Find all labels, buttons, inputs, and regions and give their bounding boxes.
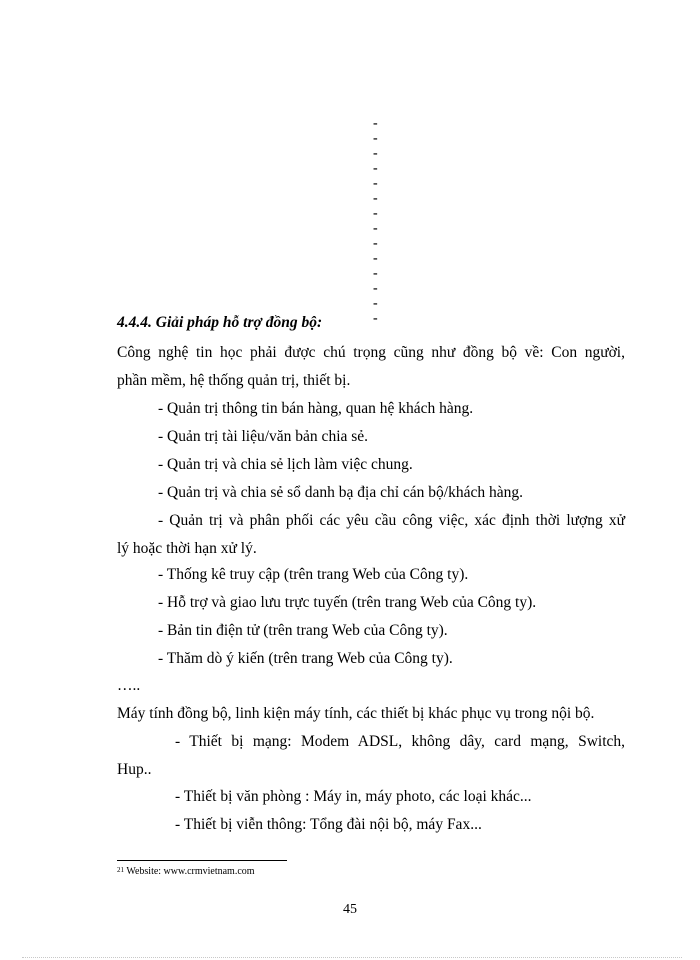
footnote-number: 21 (117, 866, 124, 874)
hardware-item-continuation: Hup.. (117, 761, 152, 778)
list-item: - Quản trị và phân phối các yêu cầu công việc, xác định thời lượng xử (158, 512, 625, 529)
section-heading: 4.4.4. Giải pháp hỗ trợ đồng bộ: (117, 314, 323, 331)
list-item: - Thăm dò ý kiến (trên trang Web của Công ty). (158, 650, 453, 667)
page-boundary (22, 957, 682, 958)
dash-mark: - (373, 236, 378, 251)
hardware-item: - Thiết bị viễn thông: Tổng đài nội bộ, máy Fax... (175, 816, 482, 833)
footnote (117, 866, 255, 877)
list-item: - Hỗ trợ và giao lưu trực tuyến (trên trang Web của Công ty). (158, 594, 537, 611)
dash-mark: - (373, 296, 378, 311)
hardware-item: - Thiết bị mạng: Modem ADSL, không dây, card mạng, Switch, (175, 733, 625, 750)
dash-mark: - (373, 161, 378, 176)
dash-mark: - (373, 221, 378, 236)
ellipsis: ….. (117, 677, 141, 694)
intro-paragraph-line-2: phần mềm, hệ thống quản trị, thiết bị. (117, 372, 351, 389)
list-item: - Quản trị thông tin bán hàng, quan hệ khách hàng. (158, 400, 474, 417)
hardware-paragraph: Máy tính đồng bộ, linh kiện máy tính, các thiết bị khác phục vụ trong nội bộ. (117, 705, 595, 722)
dash-marks-column (373, 116, 379, 326)
footnote-text: Website: www.crmvietnam.com (124, 866, 255, 877)
list-item-continuation: lý hoặc thời hạn xử lý. (117, 540, 257, 557)
list-item: - Quản trị và chia sẻ lịch làm việc chung. (158, 456, 413, 473)
dash-mark: - (373, 146, 378, 161)
footnote-separator (117, 860, 287, 861)
list-item: - Bản tin điện tử (trên trang Web của Công ty). (158, 622, 448, 639)
page-number: 45 (343, 902, 357, 917)
dash-mark: - (373, 251, 378, 266)
dash-mark: - (373, 116, 378, 131)
hardware-item: - Thiết bị văn phòng : Máy in, máy photo, các loại khác... (175, 788, 532, 805)
dash-mark: - (373, 266, 378, 281)
dash-mark: - (373, 311, 378, 326)
dash-mark: - (373, 131, 378, 146)
list-item: - Quản trị và chia sẻ sổ danh bạ địa chỉ cán bộ/khách hàng. (158, 484, 523, 501)
dash-mark: - (373, 206, 378, 221)
intro-paragraph-line-1: Công nghệ tin học phải được chú trọng cũng như đồng bộ về: Con người, (117, 344, 625, 361)
list-item: - Quản trị tài liệu/văn bản chia sẻ. (158, 428, 369, 445)
dash-mark: - (373, 191, 378, 206)
dash-mark: - (373, 281, 378, 296)
dash-mark: - (373, 176, 378, 191)
list-item: - Thống kê truy cập (trên trang Web của Công ty). (158, 566, 469, 583)
